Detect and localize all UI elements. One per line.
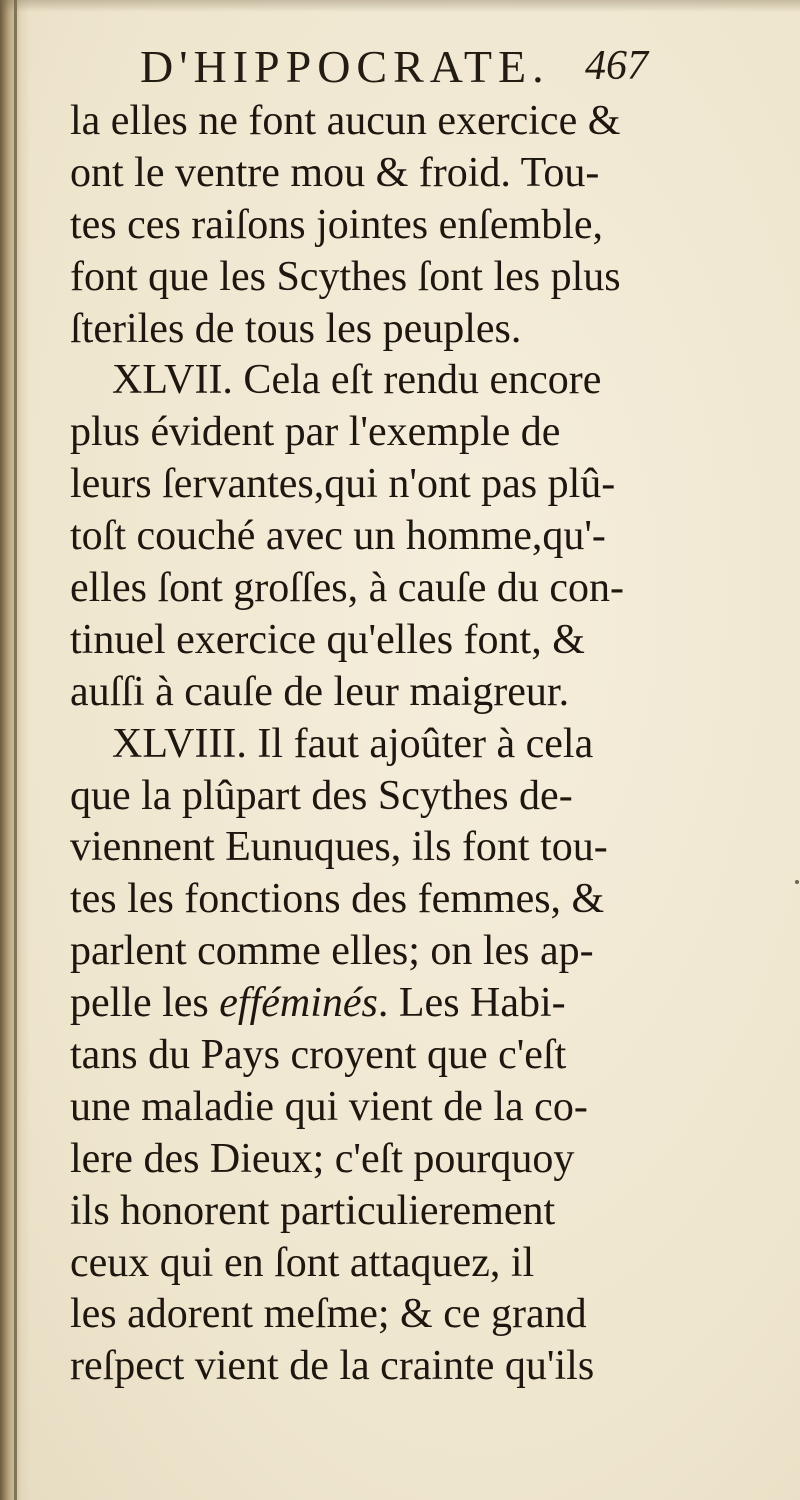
section-heading-line: XLVIII. Il faut ajoûter à cela bbox=[112, 720, 594, 767]
text-line: viennent Eunuques, ils font tou- bbox=[70, 824, 608, 871]
text-line: ils honorent particulierement bbox=[70, 1187, 556, 1234]
section-heading-line: XLVII. Cela eſt rendu encore bbox=[112, 357, 602, 404]
text-line: pelle les efféminés. Les Habi- bbox=[70, 980, 566, 1027]
paper-speck bbox=[795, 880, 799, 884]
text-line: tans du Pays croyent que c'eſt bbox=[70, 1032, 567, 1079]
page-header bbox=[140, 40, 700, 100]
text-line: elles ſont groſſes, à cauſe du con- bbox=[70, 565, 624, 612]
page-top-shadow bbox=[0, 0, 800, 12]
text-line: auſſi à cauſe de leur maigreur. bbox=[70, 668, 570, 715]
text-line: tes les fonctions des femmes, & bbox=[70, 876, 605, 923]
text-line: les adorent meſme; & ce grand bbox=[70, 1291, 587, 1338]
text-line: tinuel exercice qu'elles font, & bbox=[70, 616, 585, 663]
text-line: ſteriles de tous les peuples. bbox=[70, 305, 522, 352]
text-line: parlent comme elles; on les ap- bbox=[70, 928, 594, 975]
text-line: ceux qui en ſont attaquez, il bbox=[70, 1239, 535, 1286]
text-line: ont le ventre mou & froid. Tou- bbox=[70, 149, 600, 196]
text-line: toſt couché avec un homme,qu'- bbox=[70, 513, 606, 560]
text-line: tes ces raiſons jointes enſemble, bbox=[70, 201, 604, 248]
page-number: 467 bbox=[585, 43, 648, 89]
text-line: reſpect vient de la crainte qu'ils bbox=[70, 1343, 595, 1390]
italic-word: efféminés bbox=[219, 980, 378, 1027]
text-line: leurs ſervantes,qui n'ont pas plû- bbox=[70, 461, 616, 508]
text-line: font que les Scythes ſont les plus bbox=[70, 253, 621, 300]
running-title: D'HIPPOCRATE. bbox=[140, 41, 550, 92]
text-line: plus évident par l'exemple de bbox=[70, 409, 561, 456]
gutter-line bbox=[14, 0, 17, 1500]
text-line: la elles ne font aucun exercice & bbox=[70, 98, 621, 144]
text-line: une maladie qui vient de la co- bbox=[70, 1083, 588, 1130]
text-line: que la plûpart des Scythes de- bbox=[70, 772, 573, 819]
body-text bbox=[70, 96, 710, 1393]
text-line: lere des Dieux; c'eſt pourquoy bbox=[70, 1135, 575, 1182]
